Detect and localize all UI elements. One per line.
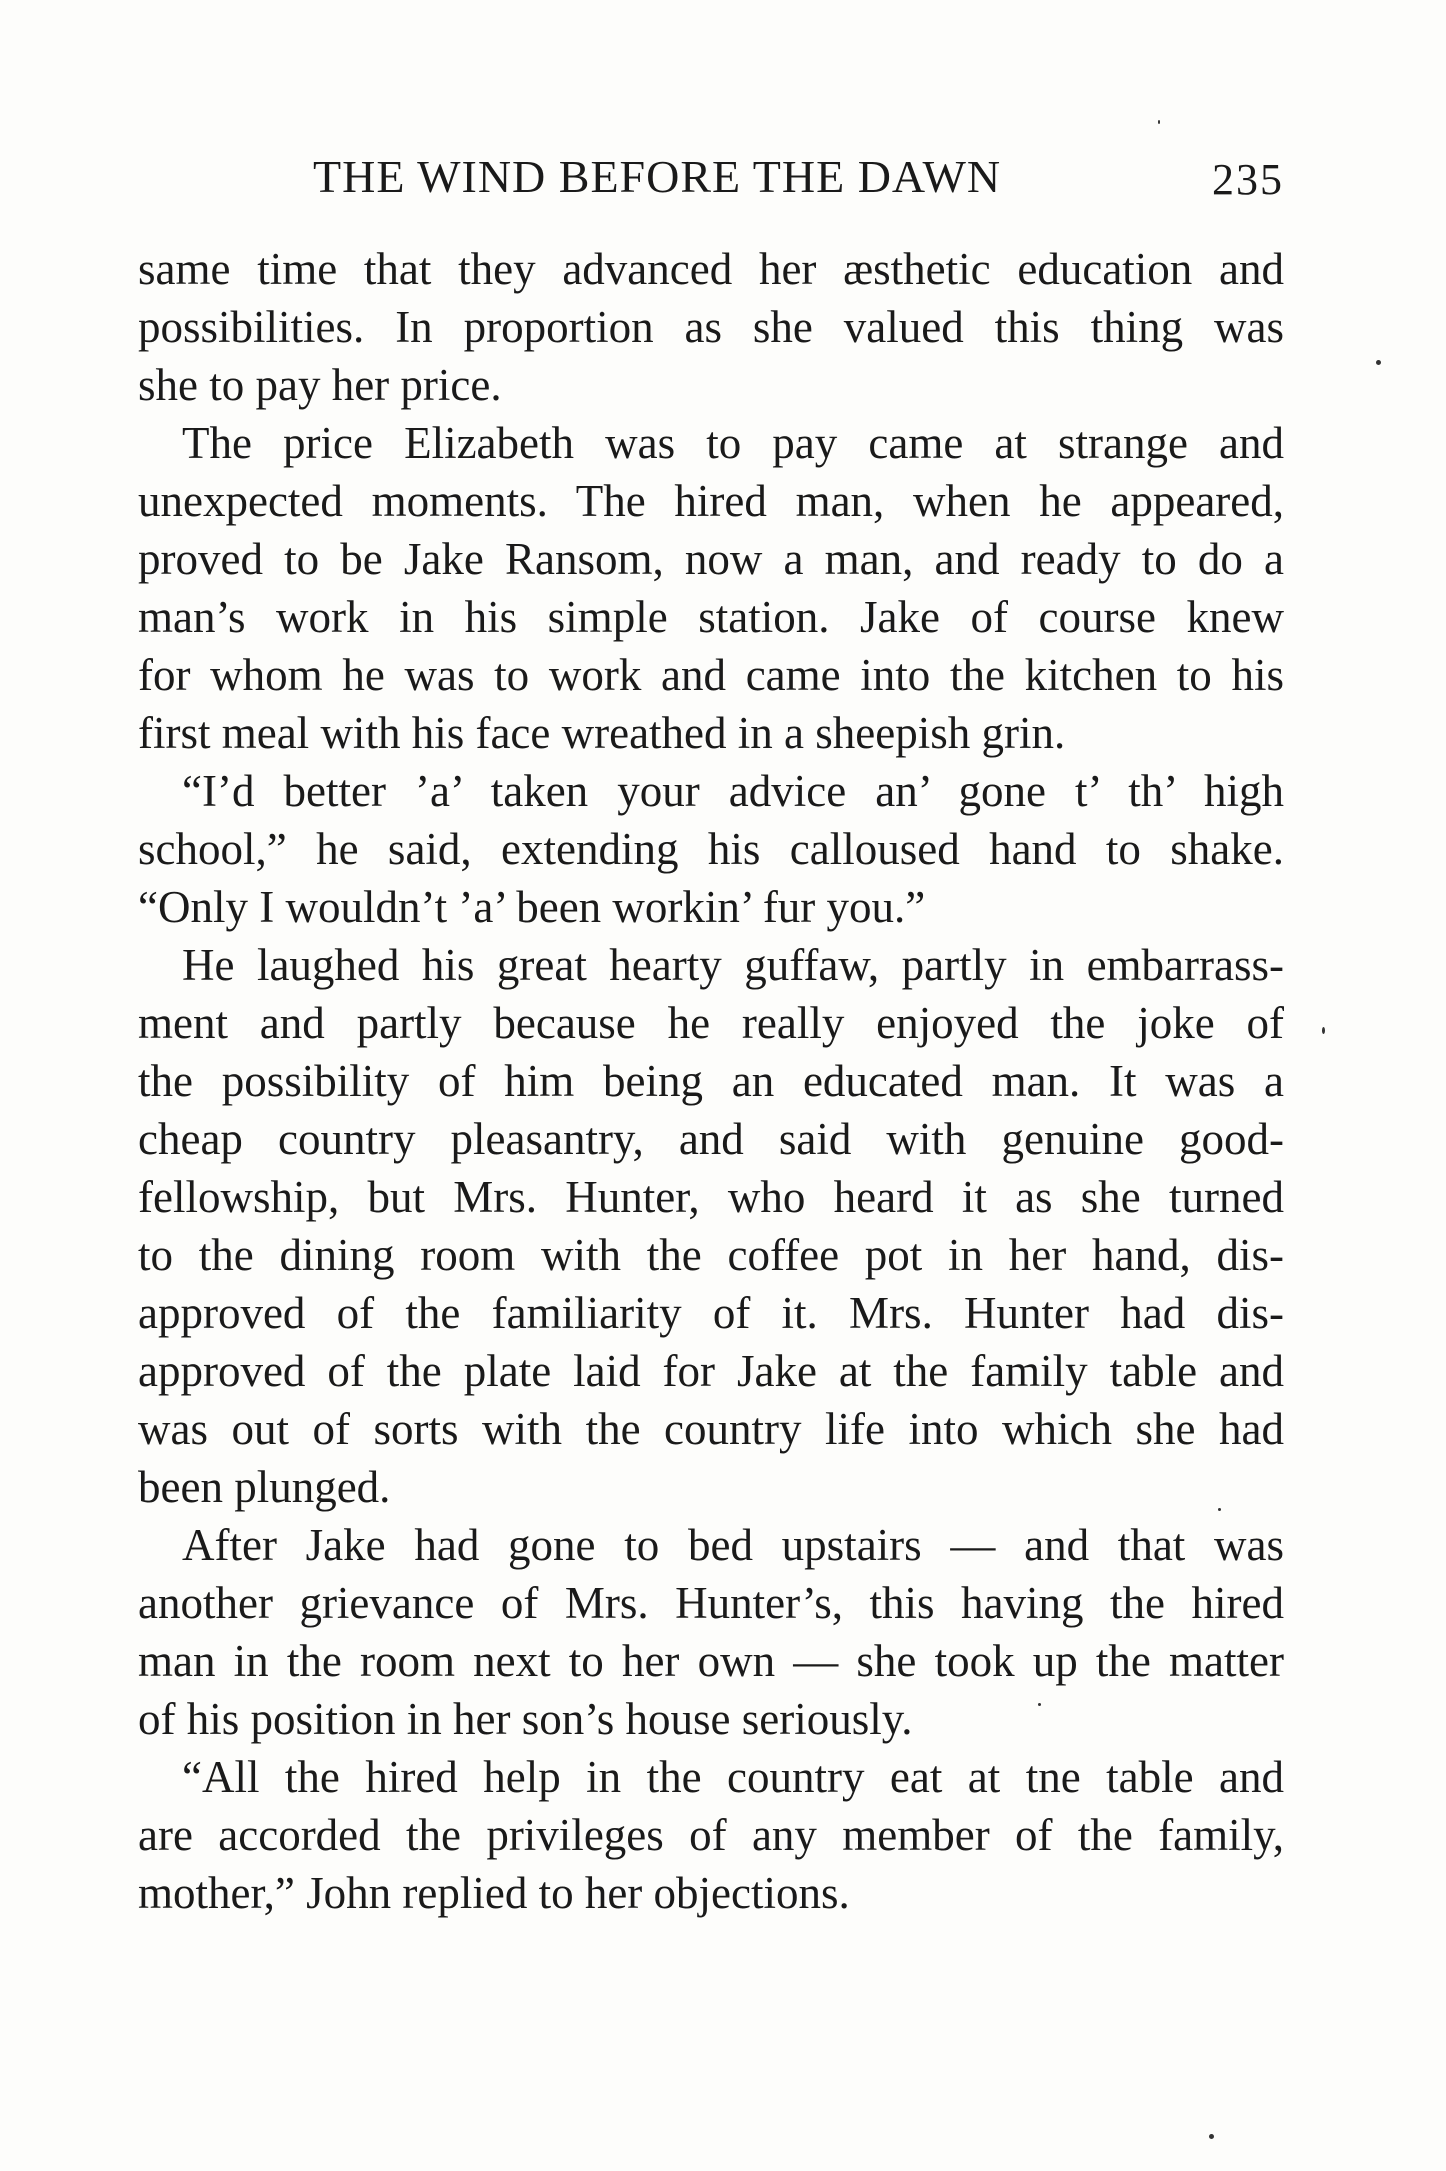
text-line: another grievance of Mrs. Hunter’s, this having the hired xyxy=(138,1578,1284,1628)
text-line: ment and partly because he really enjoyed the joke of xyxy=(138,998,1284,1048)
text-line: for whom he was to work and came into the kitchen to his xyxy=(138,650,1284,700)
text-line: “I’d better ’a’ taken your advice an’ gone t’ th’ high xyxy=(182,766,1284,816)
text-line: to the dining room with the coffee pot in her hand, dis- xyxy=(138,1230,1284,1280)
text-line: He laughed his great hearty guffaw, partly in embarrass- xyxy=(182,940,1284,990)
text-line: “Only I wouldn’t ’a’ been workin’ fur you.” xyxy=(138,882,926,932)
body-text xyxy=(138,240,1284,1922)
text-line: fellowship, but Mrs. Hunter, who heard it as she turned xyxy=(138,1172,1284,1222)
text-line: mother,” John replied to her objections. xyxy=(138,1868,850,1918)
text-line: After Jake had gone to bed upstairs — and that was xyxy=(182,1520,1284,1570)
text-line: she to pay her price. xyxy=(138,360,502,410)
text-line: school,” he said, extending his calloused hand to shake. xyxy=(138,824,1284,874)
text-line: The price Elizabeth was to pay came at strange and xyxy=(182,418,1284,468)
text-line: first meal with his face wreathed in a sheepish grin. xyxy=(138,708,1066,758)
text-line: man’s work in his simple station. Jake of course knew xyxy=(138,592,1284,642)
text-line: man in the room next to her own — she took up the matter xyxy=(138,1636,1284,1686)
ink-speck xyxy=(1209,2134,1214,2139)
text-line: the possibility of him being an educated man. It was a xyxy=(138,1056,1284,1106)
page-number: 235 xyxy=(1212,155,1284,204)
text-line: cheap country pleasantry, and said with genuine good- xyxy=(138,1114,1284,1164)
text-line: of his position in her son’s house seriously. xyxy=(138,1694,913,1744)
text-line: was out of sorts with the country life into which she had xyxy=(138,1404,1284,1454)
ink-speck xyxy=(1322,1027,1325,1034)
text-line: “All the hired help in the country eat at tne table and xyxy=(182,1752,1284,1802)
ink-speck xyxy=(1158,120,1160,124)
ink-speck xyxy=(1376,360,1381,365)
running-head xyxy=(138,150,1284,220)
text-line: possibilities. In proportion as she valued this thing was xyxy=(138,302,1284,352)
text-line: approved of the plate laid for Jake at the family table and xyxy=(138,1346,1284,1396)
running-title: THE WIND BEFORE THE DAWN xyxy=(313,151,1002,202)
ink-speck xyxy=(1038,1703,1041,1706)
text-line: been plunged. xyxy=(138,1462,391,1512)
text-line: are accorded the privileges of any member of the family, xyxy=(138,1810,1284,1860)
text-line: proved to be Jake Ransom, now a man, and ready to do a xyxy=(138,534,1284,584)
text-line: approved of the familiarity of it. Mrs. Hunter had dis- xyxy=(138,1288,1284,1338)
text-line: same time that they advanced her æsthetic education and xyxy=(138,244,1284,294)
ink-speck xyxy=(1218,1508,1221,1511)
text-line: unexpected moments. The hired man, when he appeared, xyxy=(138,476,1284,526)
